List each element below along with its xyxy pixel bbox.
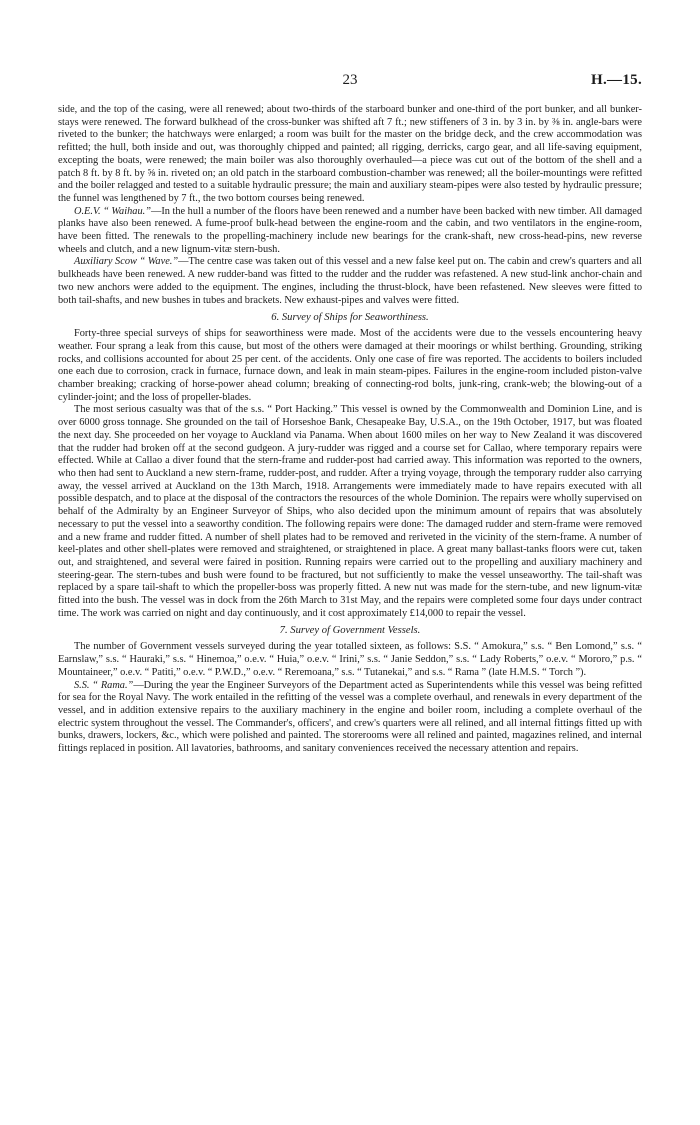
document-page <box>58 72 642 756</box>
paragraph-text: The number of Government vessels surveyed during the year totalled sixteen, as follows: S.S. “ Amokura,” s.s. “ Ben Lomond,” s.s. “ Earnslaw,” s.s. “ Hauraki,” s.s. “ Hinemoa,” o.e.v. “ Huia,” o.e.v. “ Irini,” s.s. “ Janie Seddon,” s.s. “ Lady Roberts,” o.e.v. “ Mororo,” p.s. “ Mountaineer,” o.e.v. “ Patiti,” o.e.v. “ P.W.D.,” o.e.v. “ Reremoana,” s.s. “ Tutanekai,” and s.s. “ Rama ” (late H.M.S. “ Torch ”). <box>58 641 642 678</box>
section-heading-7: 7. Survey of Government Vessels. <box>279 625 421 637</box>
section-heading-6: 6. Survey of Ships for Seaworthiness. <box>271 312 429 324</box>
paragraph-text: —The centre case was taken out of this vessel and a new false keel put on. The cabin and crew's quarters and all bulkheads have been renewed. A new rudder-band was fitted to the rudder and the rudder was refastened. A new stud-link anchor-chain and two new anchors were added to the equipment. The engines, including the thrust-block, have been refastened. New sleeves were fitted to both tail-shafts, and new bushes in tubes and brackets. New exhaust-pipes and valves were fitted. <box>58 256 642 306</box>
paragraph-government-vessels <box>58 641 642 679</box>
paragraph-wave <box>58 256 642 307</box>
paragraph-port-hacking <box>58 404 642 620</box>
vessel-lead-in: S.S. “ Rama.” <box>74 679 134 691</box>
paragraph-waihau <box>58 206 642 257</box>
body-text <box>58 104 642 756</box>
paragraph-text: The most serious casualty was that of the s.s. “ Port Hacking.” This vessel is owned by the Commonwealth and Dominion Line, and is over 6000 gross tonnage. She grounded on the tail of Horseshoe Bank, Chesapeake Bay, U.S.A., on the 19th October, 1917, but was floated the next day. She proceeded on her voyage to Auckland via Panama. When about 1600 miles on her way to New Zealand it was discovered that the rudder had broken off at the second gudgeon. A jury-rudder was rigged and a course set for Callao, where temporary repairs were effected. While at Callao a diver found that the stern-frame and rudder-post had carried away. This information was reported to the owners, who then had sent to Auckland a new stern-frame, rudder-post, and rudder. After a trying voyage, through the temporary rudder also carrying away, the vessel arrived at Auckland on the 13th March, 1918. Arrangements were immediately made to have repairs executed with all possible despatch, and to place at the disposal of the contractors the resources of the whole Dominion. The repairs were wholly supervised on behalf of the Admiralty by an Engineer Surveyor of Ships, who also decided upon the minimum amount of repairs that was absolutely necessary to put the vessel into a seaworthy condition. The following repairs were done: The damaged rudder and stern-frame were removed and a new frame and rudder fitted. A number of shell plates had to be removed and reriveted in the vicinity of the stern-frame. A number of keel-plates and other shell-plates were removed and straightened, or straightened in place. A great many ballast-tanks floors were cut, taken out, and straightened, and several were faired in position. Running repairs were carried out to the propelling and auxiliary machinery and steering-gear. The stern-tubes and bush were found to be fractured, but not sufficiently to make the vessel unseaworthy. The tail-shaft was replaced by a spare tail-shaft to which the propeller-boss was properly fitted. A new nut was made for the stern-tube, and new lignum-vitæ fitted into the bush. The vessel was in dock from the 26th March to 31st May, and the repairs were completed some four days under contract time. The work was carried on night and day continuously, and it cost approximately £14,000 to repair the vessel. <box>58 404 642 619</box>
paragraph-text: —During the year the Engineer Surveyors of the Department acted as Superintendents while this vessel was being refitted for sea for the Royal Navy. The work entailed in the refitting of the vessel was a complete overhaul, and renewals in every department of the vessel, and in addition extensive repairs to the auxiliary machinery in the engine and boiler room, including a complete overhaul of the electric system throughout the vessel. The Commander's, officers', and crew's quarters were all relined, and all internal fittings fitted up with bunks, drawers, lockers, &c., which were polished and painted. The storerooms were all relined and painted, magazines relined, and internal fittings replaced in position. All lavatories, bathrooms, and sanitary conveniences received the necessary attention and repairs. <box>58 679 643 755</box>
paragraph-text: side, and the top of the casing, were all renewed; about two-thirds of the starboard bunker and one-third of the port bunker, and all bunker-stays were renewed. The forward bulkhead of the cross-bunker was shifted aft 7 ft.; new stiffeners of 3 in. by 3 in. by ⅜ in. angle-bars were riveted to the bunker; the hatchways were enlarged; a room was built for the master on the bridge deck, and the crew accommodation was refitted; the hull, both inside and out, was thoroughly chipped and painted; all rigging, derricks, cargo gear, and all life-saving equipment, excepting the boats, were renewed; the main boiler was also thoroughly overhauled—a piece was cut out of the bottom of the shell and a patch 8 ft. by 8 ft. by ⅝ in. riveted on; an old patch in the starboard combustion-chamber was renewed; all the boiler-mountings were refitted and the boiler relagged and tested to a suitable hydraulic pressure; the main and auxiliary steam-pipes were also tested by hydraulic pressure; the funnel was lengthened by 7 ft., the two bottom courses being renewed. <box>58 104 642 204</box>
vessel-lead-in: O.E.V. “ Waihau.” <box>74 205 151 217</box>
vessel-lead-in: Auxiliary Scow “ Wave.” <box>74 256 179 268</box>
paragraph-text: Forty-three special surveys of ships for seaworthiness were made. Most of the accidents were due to the vessels encountering heavy weather. Four sprang a leak from this cause, but most of the others were damaged at their moorings or whilst berthing. Grounding, striking rocks, and collisions accounted for about 25 per cent. of the accidents. Only one case of fire was reported. The accidents to boilers included one each due to corrosion, crack in furnace, furnace down, and leak in main steam-pipes. Failures in the engine-room included piston-valve chamber breaking; cracking of horse-power ahead column; breaking of connecting-rod bolts, junk-ring, crank-web; the blowing-out of a cylinder-joint; and the loss of propeller-blades. <box>58 328 642 403</box>
paragraph-continuation <box>58 104 642 206</box>
page-number: 23 <box>342 72 358 88</box>
paragraph-text: —In the hull a number of the floors have been renewed and a number have been backed with new timber. All damaged planks have also been renewed. A fume-proof bulk-head between the engine-room and the cabin, and two ventilators in the engine-room, have been fitted. The renewals to the propelling-machinery include new bearings for the crank-shaft, new cross-head-pins, new reverse wheels and clutch, and a new lignum-vitæ stern-bush. <box>58 205 642 255</box>
paragraph-seaworthiness-summary <box>58 328 642 404</box>
paragraph-rama <box>58 680 642 756</box>
document-reference: H.—15. <box>591 72 642 88</box>
page-header <box>58 72 642 96</box>
